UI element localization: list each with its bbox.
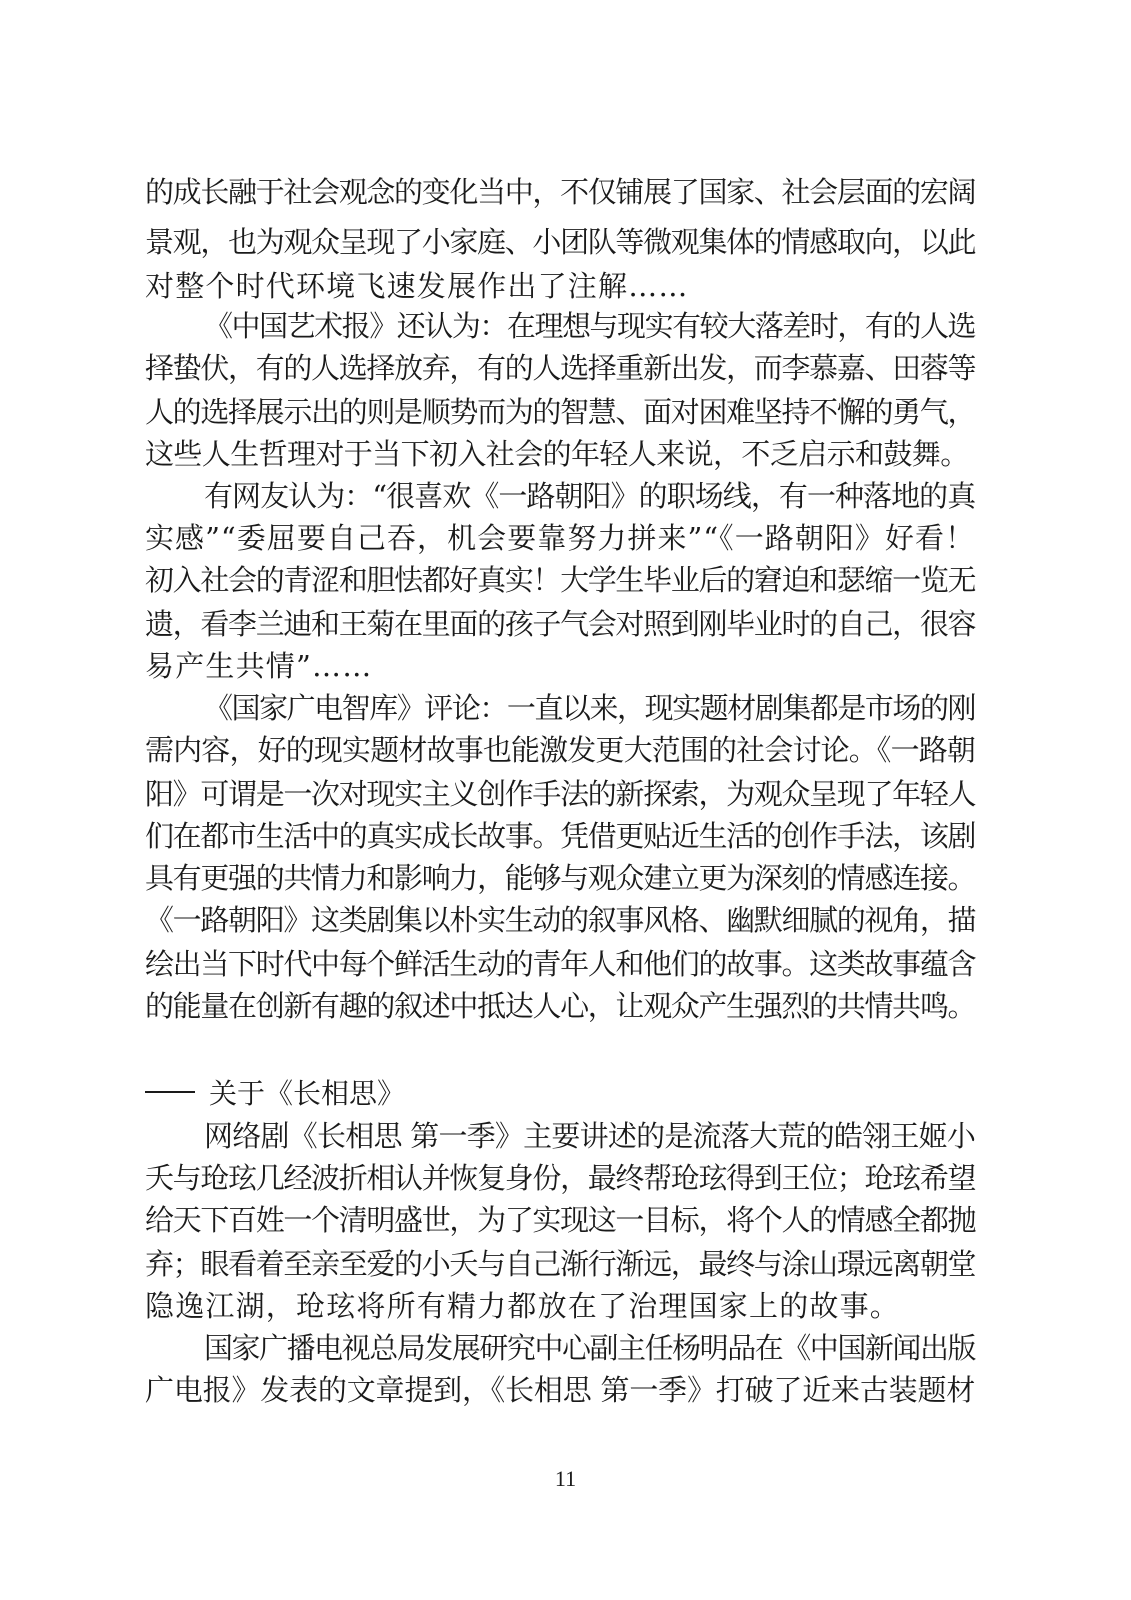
paragraph-4-line-2: 需内容，好的现实题材故事也能激发更大范围的社会讨论。《一路朝 [145,733,975,767]
paragraph-4-line-4: 们在都市生活中的真实成长故事。凭借更贴近生活的创作手法，该剧 [145,819,975,853]
paragraph-6-line-1: 国家广播电视总局发展研究中心副主任杨明品在《中国新闻出版 [204,1331,975,1365]
paragraph-5-line-1: 网络剧《长相思 第一季》主要讲述的是流落大荒的皓翎王姬小 [204,1119,975,1153]
paragraph-2-line-2: 择蛰伏，有的人选择放弃，有的人选择重新出发，而李慕嘉、田蓉等 [145,351,975,385]
heading-dash [145,1091,195,1093]
paragraph-3-line-3: 初入社会的青涩和胆怯都好真实！大学生毕业后的窘迫和瑟缩一览无 [145,563,975,597]
paragraph-1-line-1: 的成长融于社会观念的变化当中，不仅铺展了国家、社会层面的宏阔 [145,175,975,209]
paragraph-2-line-1: 《中国艺术报》还认为：在理想与现实有较大落差时，有的人选 [204,309,975,343]
paragraph-3-line-2: 实感”“委屈要自己吞，机会要靠努力拼来”“《一路朝阳》好看！ [145,521,975,555]
paragraph-5-line-4: 弃；眼看着至亲至爱的小夭与自己渐行渐远，最终与涂山璟远离朝堂 [145,1247,975,1281]
paragraph-3-line-5: 易产生共情”…… [145,649,373,683]
paragraph-4-line-1: 《国家广电智库》评论：一直以来，现实题材剧集都是市场的刚 [204,691,975,725]
paragraph-1-line-2: 景观，也为观众呈现了小家庭、小团队等微观集体的情感取向，以此 [145,225,975,259]
paragraph-4-line-7: 绘出当下时代中每个鲜活生动的青年人和他们的故事。这类故事蕴含 [145,947,975,981]
section-heading-text: 关于《长相思》 [209,1077,406,1110]
paragraph-4-line-8: 的能量在创新有趣的叙述中抵达人心，让观众产生强烈的共情共鸣。 [145,989,975,1023]
paragraph-4-line-3: 阳》可谓是一次对现实主义创作手法的新探索，为观众呈现了年轻人 [145,777,975,811]
paragraph-3-line-1: 有网友认为：“很喜欢《一路朝阳》的职场线，有一种落地的真 [204,479,975,513]
paragraph-2-line-4: 这些人生哲理对于当下初入社会的年轻人来说，不乏启示和鼓舞。 [145,437,969,471]
paragraph-5-line-5: 隐逸江湖，玱玹将所有精力都放在了治理国家上的故事。 [145,1289,901,1323]
paragraph-4-line-6: 《一路朝阳》这类剧集以朴实生动的叙事风格、幽默细腻的视角，描 [145,903,975,937]
paragraph-4-line-5: 具有更强的共情力和影响力，能够与观众建立更为深刻的情感连接。 [145,861,975,895]
paragraph-2-line-3: 人的选择展示出的则是顺势而为的智慧、面对困难坚持不懈的勇气， [145,395,975,429]
paragraph-6-line-2: 广电报》发表的文章提到，《长相思 第一季》打破了近来古装题材 [145,1373,975,1407]
paragraph-3-line-4: 遗，看李兰迪和王菊在里面的孩子气会对照到刚毕业时的自己，很容 [145,607,975,641]
paragraph-5-line-2: 夭与玱玹几经波折相认并恢复身份，最终帮玱玹得到王位；玱玹希望 [145,1161,975,1195]
section-heading [145,1072,405,1112]
paragraph-1-line-3: 对整个时代环境飞速发展作出了注解…… [145,269,689,303]
paragraph-5-line-3: 给天下百姓一个清明盛世，为了实现这一目标，将个人的情感全都抛 [145,1203,975,1237]
page-number: 11 [554,1466,577,1491]
